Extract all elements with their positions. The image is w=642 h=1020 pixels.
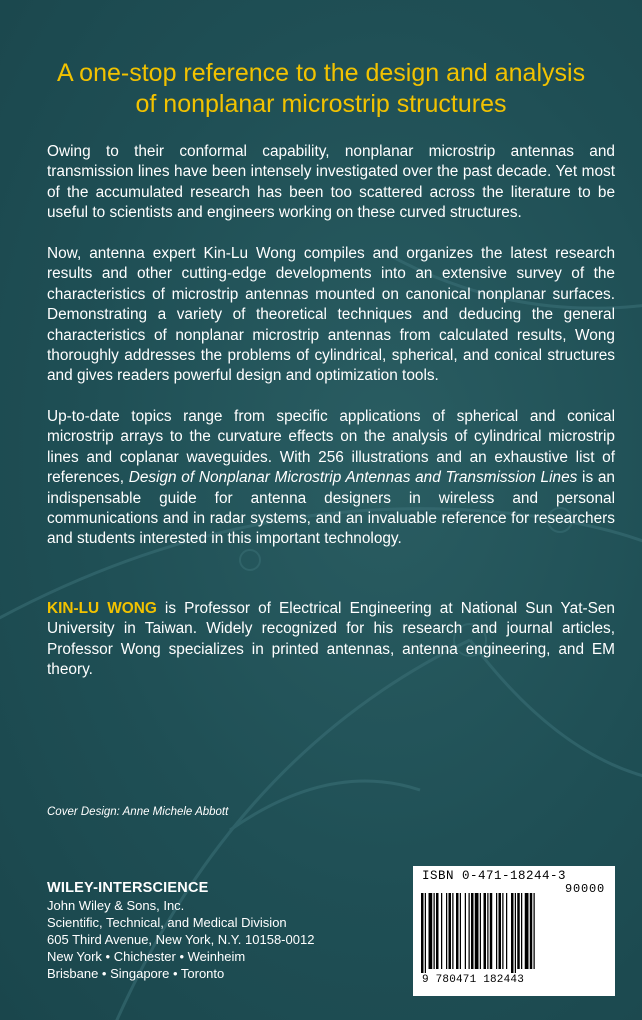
barcode-bar <box>511 893 514 973</box>
barcode-bar <box>456 893 459 969</box>
barcode-bar <box>502 893 503 969</box>
publisher-line: Scientific, Technical, and Medical Division <box>47 915 287 930</box>
author-name: KIN-LU WONG <box>47 600 157 617</box>
barcode-bar <box>515 893 516 973</box>
barcode-bar <box>425 893 426 973</box>
barcode-bar <box>421 893 424 973</box>
topics-text-start: Up-to-date topics range from specific applications of spherical and conical microstrip arrays to the curvature effects on the analysis of cylindrical microstrip lines and coplanar waveguides. With 256 illustrations and an exhaustive list of references, <box>47 408 615 487</box>
barcode-bar <box>471 893 474 969</box>
isbn-label: ISBN 0-471-18244-3 <box>422 869 567 883</box>
barcode-bar <box>530 893 533 969</box>
headline-line-1: A one-stop reference to the design and analysis <box>56 59 586 87</box>
barcode-bar <box>521 893 522 969</box>
barcode-bar <box>487 893 488 969</box>
barcode-bar <box>436 893 439 969</box>
barcode-bar <box>452 893 453 969</box>
publisher-line: John Wiley & Sons, Inc. <box>47 898 185 913</box>
barcode-bar <box>429 893 433 969</box>
topics-paragraph <box>47 407 615 550</box>
barcode-bar <box>434 893 435 969</box>
barcode-bar <box>525 893 529 969</box>
author-bio: is Professor of Electrical Engineering at National Sun Yat-Sen University in Taiwan. Widely recognized for his research and journal articles, Professor Wong specializes in printed antennas, antenna engineering, and EM theory. <box>47 600 615 679</box>
price-code: 90000 <box>564 882 605 896</box>
barcode-bar <box>490 893 493 969</box>
barcode-bar <box>480 893 481 969</box>
barcode-bar <box>517 893 520 969</box>
headline <box>30 58 612 120</box>
topics-text-end: is an indispensable guide for antenna designers in wireless and personal communications and in radar systems, and an invaluable reference for researchers and students interested in this important technology. <box>47 469 615 548</box>
description-paragraph: Now, antenna expert Kin-Lu Wong compiles and organizes the latest research results and other cutting-edge developments into an extensive survey of the characteristics of microstrip antennas mounted on canonical nonplanar surfaces. Demonstrating a variety of theoretical techniques and deducing the general characteristics of nonplanar microstrip antennas from calculated results, Wong thoroughly addresses the problems of cylindrical, spherical, and conical structures and gives readers powerful design and optimization tools. <box>47 245 615 385</box>
barcode-bar <box>496 893 497 969</box>
barcode-bar <box>475 893 479 969</box>
cover-design-credit: Cover Design: Anne Michele Abbott <box>47 806 229 818</box>
ean-digits: 9 780471 182443 <box>422 974 525 986</box>
barcode-bar <box>506 893 507 969</box>
barcode-bar <box>469 893 470 969</box>
headline-line-2: of nonplanar microstrip structures <box>135 90 507 118</box>
barcode-box <box>413 866 615 996</box>
barcode-icon <box>421 883 607 973</box>
barcode-bar <box>534 893 535 969</box>
barcode-bar <box>441 893 442 969</box>
intro-paragraph: Owing to their conformal capability, nonplanar microstrip antennas and transmission lines have been intensely investigated over the past decade. Yet most of the accumulated research has been too scattered across the literature to be useful to scientists and engineers working on these curved structures. <box>47 143 615 222</box>
barcode-bar <box>484 893 487 969</box>
barcode-bar <box>446 893 447 969</box>
publisher-line: Brisbane • Singapore • Toronto <box>47 966 225 981</box>
publisher-line: 605 Third Avenue, New York, N.Y. 10158-0012 <box>47 932 315 947</box>
author-bio-paragraph <box>47 599 615 681</box>
publisher-imprint: WILEY-INTERSCIENCE <box>47 880 209 896</box>
barcode-bar <box>460 893 461 969</box>
publisher-block <box>47 880 387 982</box>
book-title: Design of Nonplanar Microstrip Antennas and Transmission Lines <box>128 469 578 487</box>
barcode-bar <box>449 893 452 969</box>
barcode-bar <box>499 893 502 969</box>
publisher-line: New York • Chichester • Weinheim <box>47 949 246 964</box>
barcode-bar <box>465 893 466 969</box>
